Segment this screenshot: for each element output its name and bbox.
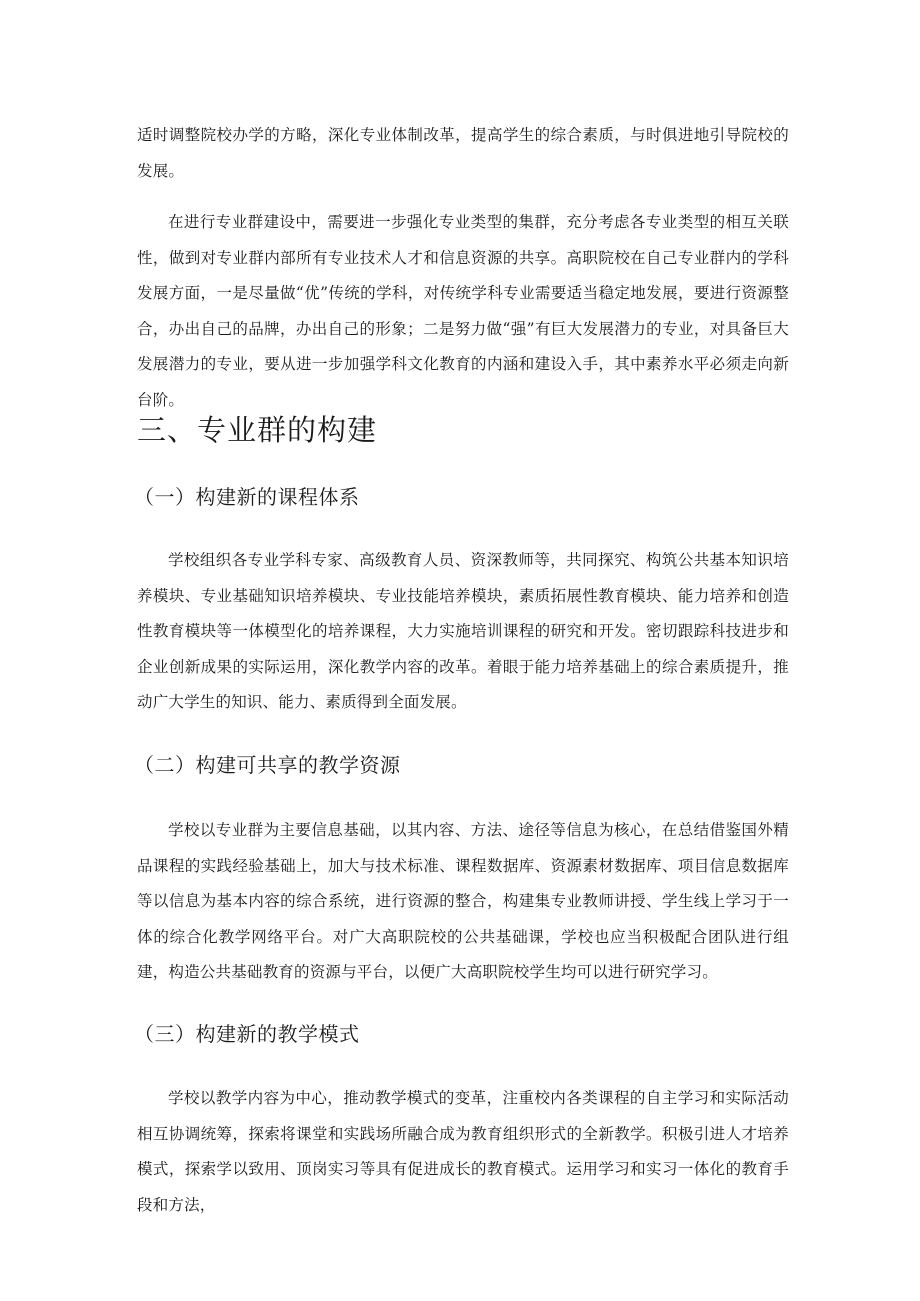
paragraph-continued: 适时调整院校办学的方略，深化专业体制改革，提高学生的综合素质，与时俱进地引导院校的发展。 [137, 126, 789, 180]
subsection-heading-2: （二）构建可共享的教学资源 [134, 753, 401, 777]
subsection-heading-3: （三）构建新的教学模式 [134, 1022, 360, 1046]
subsection-heading-1: （一）构建新的课程体系 [134, 485, 360, 509]
paragraph-shared-resources: 学校以专业群为主要信息基础，以其内容、方法、途径等信息为核心，在总结借鉴国外精品课程的实践经验基础上，加大与技术标准、课程数据库、资源素材数据库、项目信息数据库等以信息为基本内容的综合系统，进行资源的整合，构建集专业教师讲授、学生线上学习于一体的综合化教学网络平台。对广大高职院校的公共基础课，学校也应当积极配合团队进行组建，构造公共基础教育的资源与平台，以便广大高职院校学生均可以进行研究学习。 [137, 821, 789, 981]
section-heading-3: 三、专业群的构建 [137, 413, 378, 447]
paragraph-cluster-building: 在进行专业群建设中，需要进一步强化专业类型的集群，充分考虑各专业类型的相互关联性，做到对专业群内部所有专业技术人才和信息资源的共享。高职院校在自己专业群内的学科发展方面，一是尽量做“优”传统的学科，对传统学科专业需要适当稳定地发展，要进行资源整合，办出自己的品牌，办出自己的形象；二是努力做“强”有巨大发展潜力的专业，对具备巨大发展潜力的专业，要从进一步加强学科文化教育的内涵和建设入手，其中素养水平必须走向新台阶。 [137, 213, 789, 409]
paragraph-curriculum: 学校组织各专业学科专家、高级教育人员、资深教师等，共同探究、构筑公共基本知识培养模块、专业基础知识培养模块、专业技能培养模块，素质拓展性教育模块、能力培养和创造性教育模块等一体模型化的培养课程，大力实施培训课程的研究和开发。密切跟踪科技进步和企业创新成果的实际运用，深化教学内容的改革。着眼于能力培养基础上的综合素质提升，推动广大学生的知识、能力、素质得到全面发展。 [137, 551, 789, 711]
paragraph-teaching-model: 学校以教学内容为中心，推动教学模式的变革，注重校内各类课程的自主学习和实际活动相互协调统筹，探索将课堂和实践场所融合成为教育组织形式的全新教学。积极引进人才培养模式，探索学以致用、顶岗实习等具有促进成长的教育模式。运用学习和实习一体化的教育手段和方法， [137, 1089, 789, 1214]
